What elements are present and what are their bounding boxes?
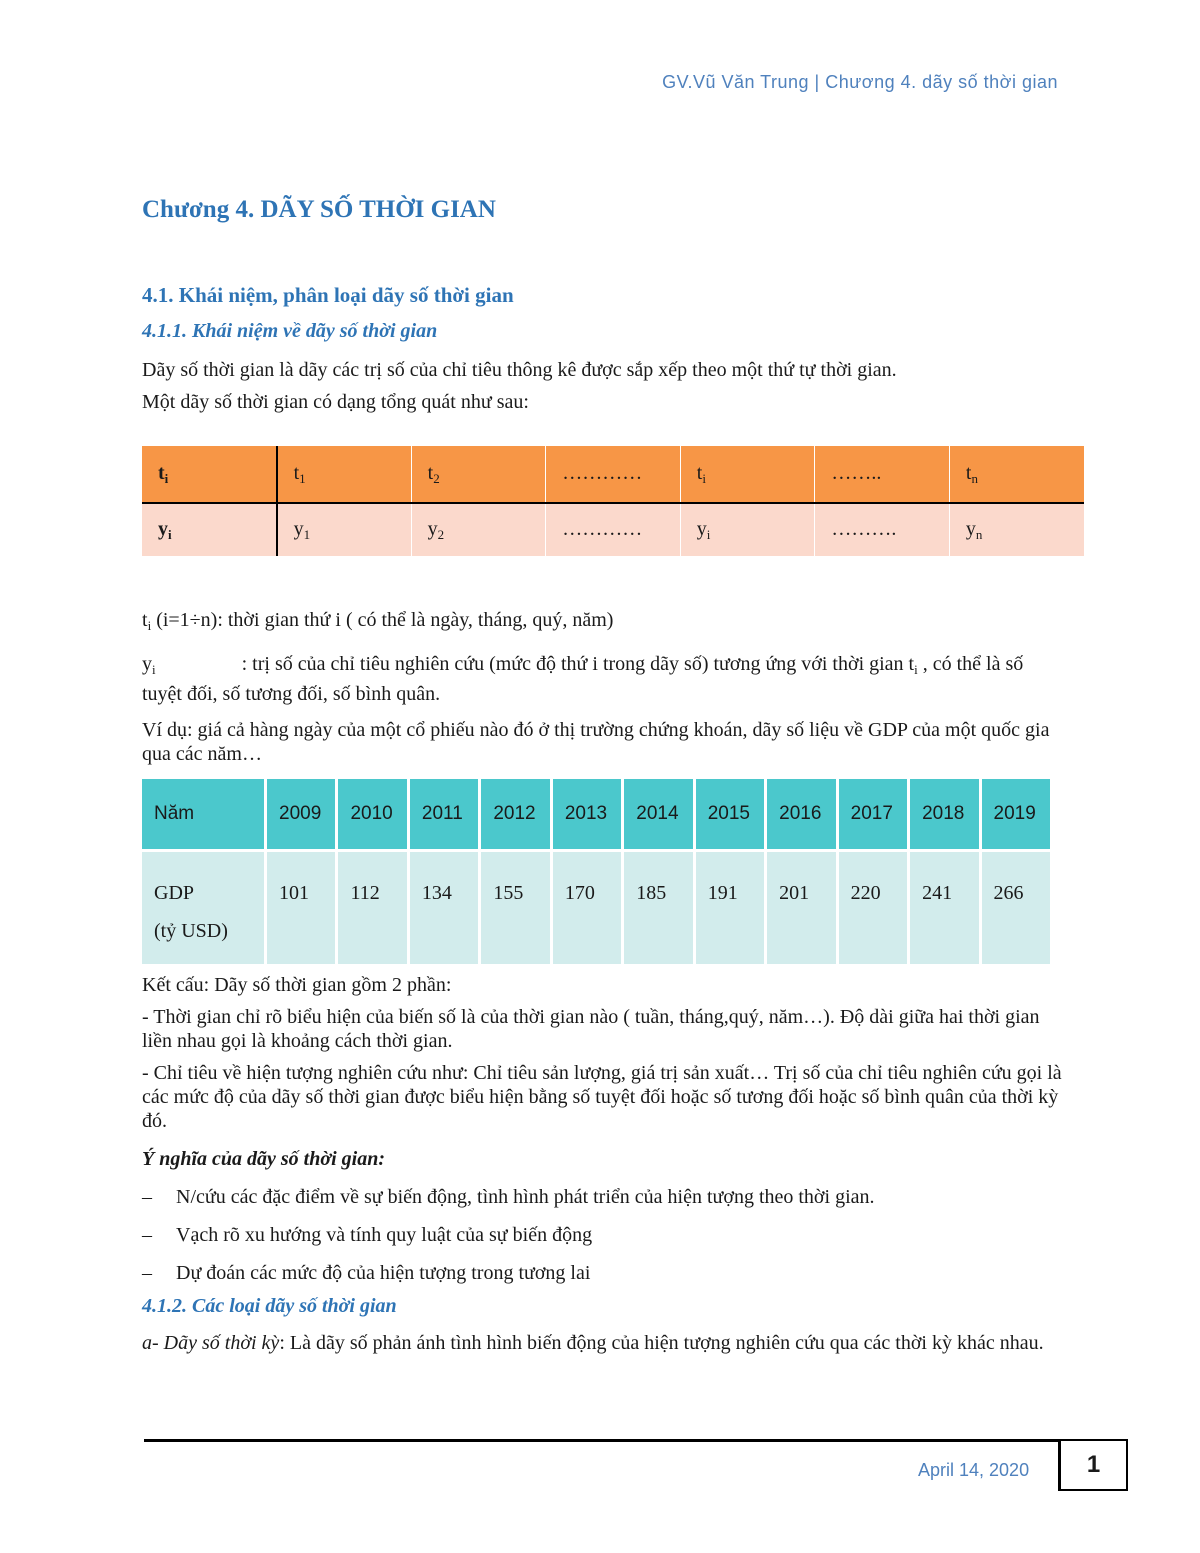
periodic-series-label: a- Dãy số thời kỳ <box>142 1332 280 1354</box>
gdp-year-cell: 2016 <box>767 779 835 849</box>
general-cell: …….. <box>815 446 950 503</box>
general-cell: ………… <box>546 446 681 503</box>
gdp-year-cell: 2010 <box>338 779 406 849</box>
general-cell: ………. <box>815 503 950 556</box>
page-content <box>142 192 1062 1363</box>
gdp-year-cell: 2017 <box>839 779 907 849</box>
gdp-header-row <box>142 779 1050 849</box>
gdp-header-label: Năm <box>142 779 264 849</box>
general-table-value-row <box>142 503 1084 556</box>
general-cell: $t_i$ <box>142 446 277 503</box>
gdp-year-cell: 2013 <box>553 779 621 849</box>
general-cell: $y_2$ <box>411 503 546 556</box>
structure-part-1: - Thời gian chỉ rõ biểu hiện của biến số là của thời gian nào ( tuần, tháng,quý, năm…). Độ dài giữa hai thời gian liền nhau gọi là khoảng cách thời gian. <box>142 1006 1040 1052</box>
general-cell: $y_n$ <box>949 503 1084 556</box>
meaning-item: – Dự đoán các mức độ của hiện tượng trong tương lai <box>142 1262 591 1284</box>
meaning-title: Ý nghĩa của dãy số thời gian: <box>142 1148 385 1170</box>
gdp-value-cell: 220 <box>839 852 907 964</box>
page-number: 1 <box>1058 1439 1128 1491</box>
footer-date: April 14, 2020 <box>918 1460 1030 1480</box>
structure-intro: Kết cấu: Dãy số thời gian gồm 2 phần: <box>142 974 452 996</box>
gdp-value-cell: 191 <box>696 852 764 964</box>
gdp-value-cell: 112 <box>338 852 406 964</box>
gdp-value-cell: 134 <box>410 852 478 964</box>
t-definition: $t_i$ (i=1÷n): thời gian thứ i ( có thể là ngày, tháng, quý, năm) <box>142 609 614 633</box>
meaning-item: – N/cứu các đặc điểm về sự biến động, tình hình phát triển của hiện tượng theo thời gian. <box>142 1186 875 1208</box>
gdp-year-cell: 2011 <box>410 779 478 849</box>
example-paragraph: Ví dụ: giá cả hàng ngày của một cổ phiếu nào đó ở thị trường chứng khoán, dãy số liệu về GDP của một quốc gia qua các năm… <box>142 719 1050 765</box>
footer-divider <box>144 1439 1058 1442</box>
gdp-table <box>139 776 1053 967</box>
general-table-time-row <box>142 446 1084 503</box>
running-header: GV.Vũ Văn Trung | Chương 4. dãy số thời gian <box>662 72 1058 92</box>
structure-part-2: - Chỉ tiêu về hiện tượng nghiên cứu như: Chỉ tiêu sản lượng, giá trị sản xuất… Trị số của chỉ tiêu nghiên cứu gọi là các mức độ của dãy số thời gian được biểu hiện bằng số tuyệt đối hoặc số tương đối hoặc số bình quân của thời kỳ đó. <box>142 1062 1062 1132</box>
general-cell: $y_i$ <box>680 503 815 556</box>
gdp-year-cell: 2012 <box>481 779 549 849</box>
chapter-title: Chương 4. DÃY SỐ THỜI GIAN <box>142 196 496 223</box>
meaning-item: – Vạch rõ xu hướng và tính quy luật của sự biến động <box>142 1224 593 1246</box>
gdp-year-cell: 2018 <box>910 779 978 849</box>
gdp-value-cell: 170 <box>553 852 621 964</box>
gdp-value-cell: 155 <box>481 852 549 964</box>
general-cell: $t_1$ <box>277 446 412 503</box>
gdp-value-cell: 101 <box>267 852 335 964</box>
general-form-intro: Một dãy số thời gian có dạng tổng quát như sau: <box>142 391 529 413</box>
gdp-value-cell: 185 <box>624 852 692 964</box>
general-cell: $t_i$ <box>680 446 815 503</box>
gdp-value-cell: 201 <box>767 852 835 964</box>
gdp-value-row <box>142 852 1050 964</box>
definition-paragraph: Dãy số thời gian là dãy các trị số của chỉ tiêu thông kê được sắp xếp theo một thứ tự thời gian. <box>142 359 897 381</box>
general-cell: $y_i$ <box>142 503 277 556</box>
gdp-year-cell: 2015 <box>696 779 764 849</box>
section-4-1-1-title: 4.1.1. Khái niệm về dãy số thời gian <box>142 320 438 342</box>
y-definition: $y_i$ : trị số của chỉ tiêu nghiên cứu (mức độ thứ i trong dãy số) tương ứng với thời gian $t_i$ , có thể là số tuyệt đối, số tương đối, số bình quân. <box>142 653 1024 705</box>
general-cell: $t_n$ <box>949 446 1084 503</box>
general-form-table <box>142 446 1084 556</box>
gdp-year-cell: 2019 <box>982 779 1050 849</box>
section-4-1-title: 4.1. Khái niệm, phân loại dãy số thời gian <box>142 283 514 307</box>
section-4-1-2-title: 4.1.2. Các loại dãy số thời gian <box>142 1295 397 1317</box>
general-cell: ………… <box>546 503 681 556</box>
gdp-value-cell: 241 <box>910 852 978 964</box>
periodic-series-paragraph: a- Dãy số thời kỳ: Là dãy số phản ánh tình hình biến động của hiện tượng nghiên cứu qua các thời kỳ khác nhau. <box>142 1332 1044 1354</box>
general-cell: $t_2$ <box>411 446 546 503</box>
gdp-row-label: GDP (tỷ USD) <box>142 852 264 964</box>
gdp-year-cell: 2009 <box>267 779 335 849</box>
general-cell: $y_1$ <box>277 503 412 556</box>
gdp-value-cell: 266 <box>982 852 1050 964</box>
gdp-year-cell: 2014 <box>624 779 692 849</box>
